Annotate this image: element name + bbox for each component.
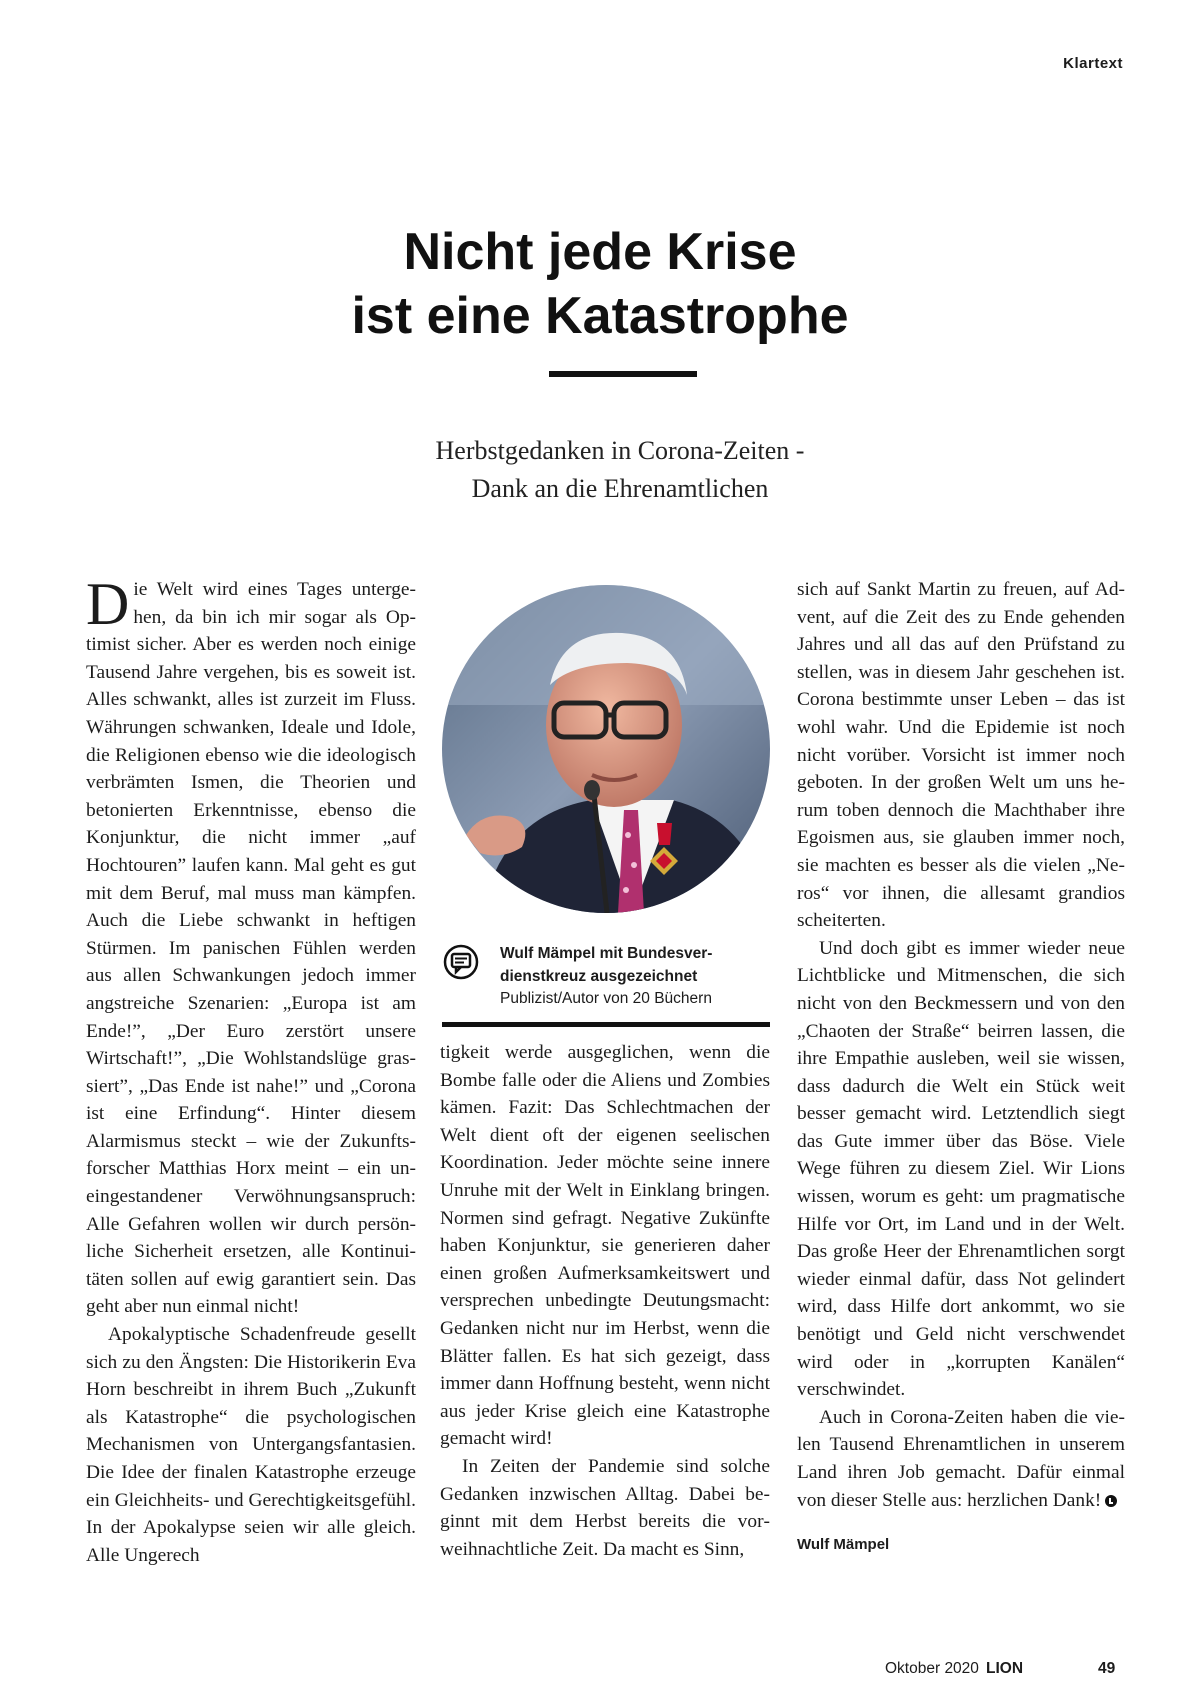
headline-line-1: Nicht jede Krise xyxy=(403,223,797,281)
speech-bubble-icon xyxy=(443,944,479,980)
author-portrait xyxy=(442,585,770,913)
article-column-right xyxy=(797,576,1125,1514)
headline-line-2: ist eine Katastrophe xyxy=(351,287,849,345)
paragraph: Apokalyptische Schadenfreude gesellt sich zu den Ängsten: Die Historikerin Eva Horn beschreibt in ihrem Buch „Zukunft als Katastrophe“ die psychologischen Mechanismen von Untergangsfantasien. Die Idee der finalen Katastrophe erzeuge ein Gleichheits- und Gerechtigkeitsgefühl. In der Apokalypse seien wir alle gleich. Alle Ungerech xyxy=(86,1324,416,1566)
paragraph xyxy=(86,571,416,1321)
subtitle-line-1: Herbstgedanken in Corona-Zeiten - xyxy=(435,436,805,465)
paragraph-text: Auch in Corona-Zeiten haben die vielen Tausend Ehrenamtlichen in unserem Land ihren Job gemacht. Dafür einmal von dieser Stelle aus: herzlichen Dank! xyxy=(797,1406,1125,1511)
lion-end-mark-icon xyxy=(1105,1495,1117,1507)
article-column-left xyxy=(86,571,416,1569)
article-headline xyxy=(0,220,1200,348)
portrait-illustration xyxy=(442,585,770,913)
article-subtitle xyxy=(0,432,1200,508)
paragraph: sich auf Sankt Martin zu freuen, auf Advent, auf die Zeit des zu Ende gehenden Jahres und all das auf den Prüfstand zu stellen, was in diesem Jahr geschehen ist. Corona bestimmte unser Leben – das ist wohl wahr. Und die Epidemie ist noch nicht vorüber. Vorsicht ist immer noch geboten. In der großen Welt um uns herum toben dennoch die Machthaber ihre Egoismen aus, sie glauben immer noch, sie machten es besser als die vielen „Neros“ vor ihnen, die allesamt grandios scheiterten. xyxy=(797,579,1125,932)
paragraph xyxy=(797,1404,1125,1514)
paragraph: Und doch gibt es immer wieder neue Lichtblicke und Mitmenschen, die sich nicht von den Beckmessern und von den „Chaoten der Straße“ beirren lassen, die ihre Empathie ausleben, weil sie wissen, dass dadurch die Welt ein Stück weit besser gemacht wird. Letztendlich siegt das Gute immer über das Böse. Viele Wege führen zu diesem Ziel. Wir Lions wissen, worum es geht: um pragmatische Hilfe vor Ort, im Land und in der Welt. Das große Heer der Ehrenamtlichen sorgt wieder einmal dafür, dass Not gelindert wird, dass Hilfe dort ankommt, wo sie benötigt und Geld nicht verschwendet wird oder in „korrupten Kanälen“ verschwindet. xyxy=(797,937,1125,1401)
issue-date: Oktober 2020 xyxy=(885,1660,979,1677)
paragraph: In Zeiten der Pandemie sind solche Gedanken inzwischen Alltag. Dabei beginnt mit dem Herbst bereits die vorweihnachtliche Zeit. Da macht es Sinn, xyxy=(440,1455,770,1560)
subtitle-line-2: Dank an die Ehrenamtlichen xyxy=(471,474,769,503)
caption-subtitle: Publizist/Autor von 20 Büchern xyxy=(500,990,712,1007)
section-label: Klartext xyxy=(1063,55,1123,72)
magazine-name: LION xyxy=(986,1660,1024,1677)
article-column-middle xyxy=(440,1039,770,1563)
paragraph: tigkeit werde ausgeglichen, wenn die Bombe falle oder die Aliens und Zombies kämen. Fazit: Das Schlechtmachen der Welt dient oft der eigenen seelischen Koordination. Jeder möchte seine innere Unruhe mit der Welt in Einklang bringen. Normen sind gefragt. Negative Zukünfte haben Konjunktur, sie generieren daher einen großen Aufmerksamkeitswert und versprechen unbedingte Deutungsmacht: Gedanken nicht nur im Herbst, wenn die Blätter fallen. Es hat sich gezeigt, dass immer dann Hoffnung besteht, wenn nicht aus jeder Krise gleich eine Katastrophe gemacht wird! xyxy=(440,1042,770,1450)
paragraph-text: ie Welt wird eines Tages untergehen, da bin ich mir sogar als Optimist sicher. Aber es werden noch einige Tausend Jahre vergehen, bis es soweit ist. Alles schwankt, alles ist zurzeit im Fluss. Währungen schwanken, Ideale und Idole, die Religionen ebenso wie die ideologisch verbrämten Ismen, die Theorien und betonierten Erkenntnisse, ebenso die Konjunktur, die nicht immer „auf Hochtouren” laufen kann. Mal geht es gut mit dem Beruf, mal muss man kämpfen. Auch die Liebe schwankt in heftigen Stürmen. Im panischen Fühlen werden aus allen Schwankungen jedoch immer angstreiche Szenarien: „Europa ist am Ende!”, „Der Euro zerstört unsere Wirtschaft!”, „Die Wohlstandslüge grassiert”, „Das Ende ist nahe!” und „Corona ist eine Erfindung“. Hinter diesem Alarmismus steckt – wie der Zukunftsforscher Matthias Horx meint – ein uneingestandener Verwöhnungsanspruch: Alle Gefahren wollen wir durch persönliche Sicherheit ersetzen, alle Kontinuitäten sollen auf ewig garantiert sein. Das geht aber nun einmal nicht! xyxy=(86,579,416,1318)
title-rule xyxy=(549,371,697,377)
caption-title: Wulf Mämpel mit Bundesverdienstkreuz ausgezeichnet xyxy=(500,945,713,985)
page-number: 49 xyxy=(1098,1660,1116,1677)
caption-rule xyxy=(442,1022,770,1027)
author-signature: Wulf Mämpel xyxy=(797,1536,890,1553)
drop-cap: D xyxy=(86,571,130,637)
